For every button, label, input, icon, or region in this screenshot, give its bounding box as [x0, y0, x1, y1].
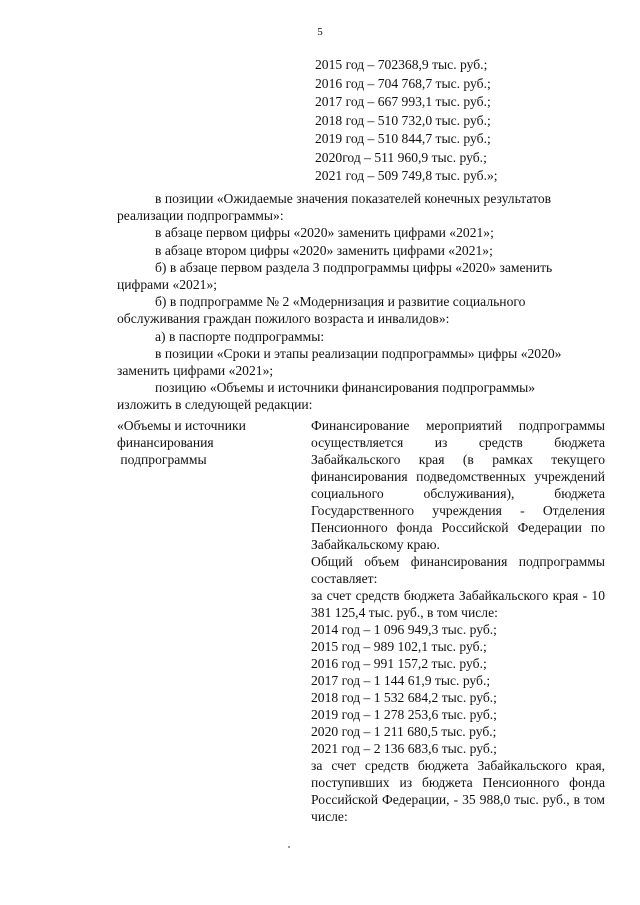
- paragraph-line: заменить цифрами «2021»;: [117, 363, 274, 379]
- financing-year-line: 2020 год – 1 211 680,5 тыс. руб.;: [311, 724, 497, 739]
- financing-year-line: 2017 год – 1 144 61,9 тыс. руб.;: [311, 673, 491, 688]
- year-line: 2018 год – 510 732,0 тыс. руб.;: [315, 112, 491, 128]
- table-right-column: [311, 417, 605, 825]
- paragraph-line: в позиции «Ожидаемые значения показателей конечных результатов: [155, 191, 552, 206]
- year-line: 2019 год – 510 844,7 тыс. руб.;: [315, 131, 491, 146]
- paragraph-line: б) в абзаце первом раздела 3 подпрограммы цифры «2020» заменить: [155, 259, 553, 275]
- paragraph-line: реализации подпрограммы»:: [117, 208, 284, 224]
- year-line: 2021 год – 509 749,8 тыс. руб.»;: [315, 168, 498, 183]
- year-line: 2020год – 511 960,9 тыс. руб.;: [315, 149, 487, 165]
- financing-year-line: 2021 год – 2 136 683,6 тыс. руб.;: [311, 741, 497, 756]
- table-label-line: «Объемы и источники: [117, 418, 246, 433]
- body-text: [117, 190, 604, 414]
- scan-speck: [288, 846, 290, 848]
- financing-year-line: 2019 год – 1 278 253,6 тыс. руб.;: [311, 707, 497, 722]
- paragraph-line: изложить в следующей редакции:: [117, 397, 313, 413]
- financing-regional: за счет средств бюджета Забайкальского края - 10 381 125,4 тыс. руб., в том числе:: [311, 588, 605, 620]
- financing-pension: за счет средств бюджета Забайкальского края, поступивших из бюджета Пенсионного фонда Российской Федерации, - 35 988,0 тыс. руб., в том числе:: [311, 758, 605, 824]
- year-line: 2017 год – 667 993,1 тыс. руб.;: [315, 94, 491, 109]
- financing-year-line: 2018 год – 1 532 684,2 тыс. руб.;: [311, 690, 497, 705]
- table-label-line: подпрограммы: [117, 452, 207, 467]
- paragraph-line: в абзаце первом цифры «2020» заменить цифрами «2021»;: [155, 225, 494, 241]
- paragraph-line: б) в подпрограмме № 2 «Модернизация и развитие социального: [155, 294, 526, 310]
- paragraph-line: цифрами «2021»;: [117, 277, 218, 293]
- paragraph-line: а) в паспорте подпрограммы:: [155, 328, 325, 344]
- paragraph-line: в позиции «Сроки и этапы реализации подпрограммы» цифры «2020»: [155, 345, 562, 361]
- page-number: 5: [317, 26, 323, 38]
- top-years-list: [315, 56, 498, 186]
- financing-intro: Финансирование мероприятий подпрограммы осуществляется из средств бюджета Забайкальского края (в рамках текущего финансирования подведомственных учреждений социального обслуживания), бюджета Государственного учреждения - Отделения Пенсионного фонда Российской Федерации по Забайкальскому краю.: [311, 418, 605, 552]
- paragraph-line: позицию «Объемы и источники финансирования подпрограммы»: [155, 380, 536, 396]
- year-line: 2016 год – 704 768,7 тыс. руб.;: [315, 75, 491, 91]
- financing-years-list: [311, 621, 605, 757]
- paragraph-line: обслуживания граждан пожилого возраста и инвалидов»:: [117, 311, 450, 327]
- table-left-column: [117, 417, 297, 468]
- financing-year-line: 2014 год – 1 096 949,3 тыс. руб.;: [311, 622, 497, 637]
- paragraph-line: в абзаце втором цифры «2020» заменить цифрами «2021»;: [155, 242, 493, 258]
- financing-year-line: 2016 год – 991 157,2 тыс. руб.;: [311, 656, 487, 671]
- year-line: 2015 год – 702368,9 тыс. руб.;: [315, 57, 488, 72]
- table-label-line: финансирования: [117, 435, 214, 450]
- financing-total: Общий объем финансирования подпрограммы составляет:: [311, 554, 605, 586]
- financing-year-line: 2015 год – 989 102,1 тыс. руб.;: [311, 639, 487, 654]
